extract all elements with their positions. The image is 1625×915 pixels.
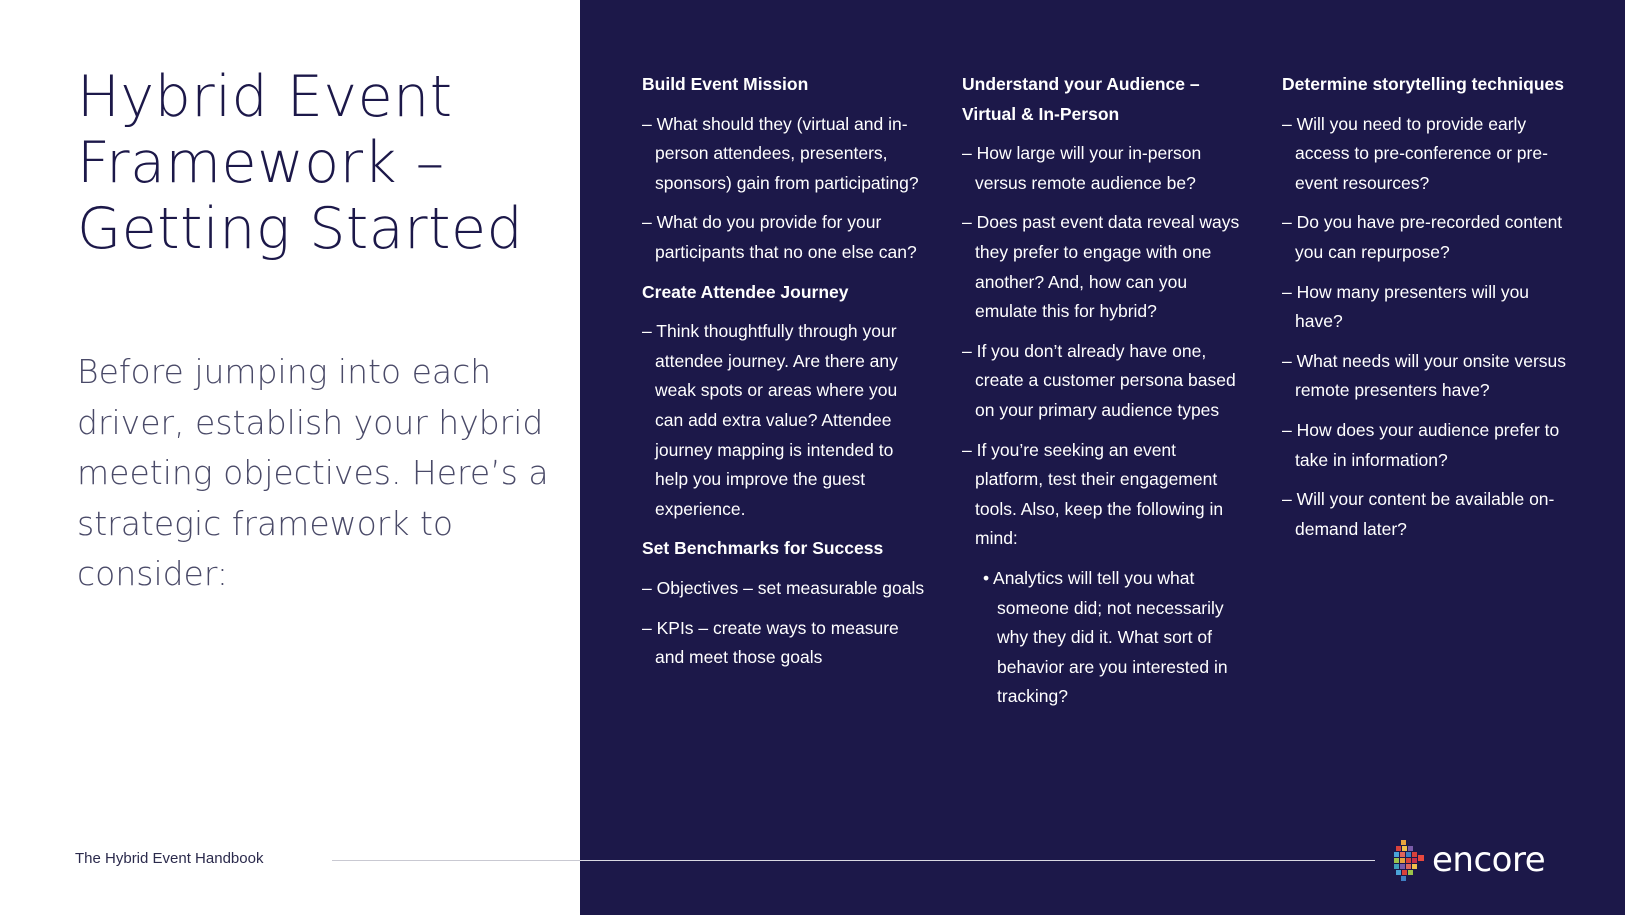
list-item: – Will your content be available on-demand later? (1282, 489, 1555, 539)
list-item: – Do you have pre-recorded content you can repurpose? (1282, 212, 1563, 262)
list-item: – KPIs – create ways to measure and meet those goals (642, 617, 899, 668)
list-item: – How many presenters will you have? (1282, 281, 1530, 332)
footer-divider (580, 860, 1375, 861)
list-item: – How does your audience prefer to take in information? (1282, 419, 1560, 470)
footer-divider (332, 860, 580, 861)
logo-text: encore (1432, 840, 1546, 880)
footer-title: The Hybrid Event Handbook (75, 850, 264, 867)
list-item: – If you don’t already have one, create a customer persona based on your primary audience types (962, 340, 1236, 420)
section-heading: Set Benchmarks for Success (642, 538, 884, 559)
section-heading: Understand your Audience – Virtual & In-Person (962, 74, 1200, 124)
list-item: – Will you need to provide early access to pre-conference or pre-event resources? (1282, 113, 1548, 193)
sub-list-item: • Analytics will tell you what someone did; not necessarily why they did it. What sort of behavior are you interested in tracking? (983, 567, 1228, 707)
section-heading: Create Attendee Journey (642, 281, 849, 302)
list-item: – Think thoughtfully through your attendee journey. Are there any weak spots or areas where you can add extra value? Attendee journey mapping is intended to help you improve the guest experience. (642, 321, 898, 519)
intro-text: Before jumping into each driver, establish your hybrid meeting objectives. Here’s a strategic framework to consider: (77, 352, 549, 593)
page-title: Hybrid Event Framework – Getting Started (77, 64, 524, 262)
list-item: – Does past event data reveal ways they prefer to engage with one another? And, how can you emulate this for hybrid? (962, 212, 1240, 322)
column-3 (1282, 70, 1567, 554)
list-item: – If you’re seeking an event platform, test their engagement tools. Also, keep the following in mind: (962, 439, 1224, 549)
list-item: – What should they (virtual and in-person attendees, presenters, sponsors) gain from participating? (642, 113, 919, 193)
list-item: – How large will your in-person versus remote audience be? (962, 143, 1202, 193)
column-1 (642, 70, 927, 683)
list-item: – What needs will your onsite versus remote presenters have? (1282, 350, 1567, 401)
encore-logo (1392, 835, 1552, 885)
section-heading: Build Event Mission (642, 74, 809, 94)
section-heading: Determine storytelling techniques (1282, 74, 1565, 94)
list-item: – What do you provide for your participants that no one else can? (642, 212, 917, 262)
encore-logo-mark-icon (1392, 838, 1432, 882)
column-2 (962, 70, 1247, 722)
list-item: – Objectives – set measurable goals (642, 577, 925, 598)
